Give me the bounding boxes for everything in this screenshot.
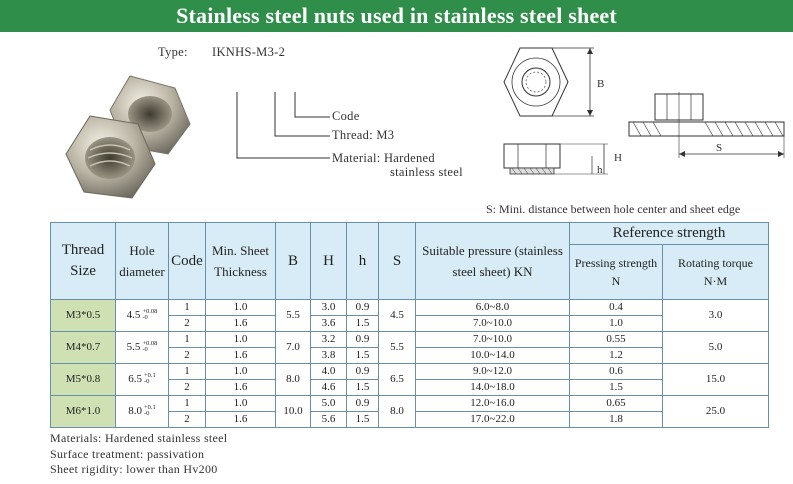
s-cell: 5.5 bbox=[379, 332, 416, 364]
h-upper-cell: 3.2 bbox=[311, 332, 347, 348]
pressing-strength-cell: 1.0 bbox=[570, 316, 663, 332]
hole-diameter-value: 4.5 bbox=[126, 309, 141, 321]
tolerance-minus: -0 bbox=[143, 410, 150, 418]
pressing-strength-cell: 0.6 bbox=[570, 364, 663, 380]
s-cell: 6.5 bbox=[379, 364, 416, 396]
hole-tolerance bbox=[142, 309, 157, 321]
thickness-cell: 1.0 bbox=[206, 332, 276, 348]
page-title: Stainless steel nuts used in stainless steel sheet bbox=[0, 0, 793, 32]
code-label: Code bbox=[332, 109, 360, 123]
code-cell: 2 bbox=[169, 412, 206, 428]
h-lower-cell: 1.5 bbox=[347, 316, 379, 332]
pressure-cell: 17.0~22.0 bbox=[416, 412, 570, 428]
table-row bbox=[51, 364, 769, 380]
thickness-cell: 1.0 bbox=[206, 364, 276, 380]
material-label: Material: Hardened bbox=[332, 151, 435, 165]
thickness-cell: 1.0 bbox=[206, 300, 276, 316]
rotating-torque-cell: 3.0 bbox=[663, 300, 769, 332]
thickness-cell: 1.0 bbox=[206, 396, 276, 412]
nut-top-view-drawing bbox=[496, 42, 606, 132]
code-cell: 2 bbox=[169, 348, 206, 364]
table-row bbox=[51, 332, 769, 348]
code-cell: 1 bbox=[169, 300, 206, 316]
dimension-s-label: S bbox=[716, 142, 723, 154]
pressing-strength-cell: 1.2 bbox=[570, 348, 663, 364]
nut-side-view-drawing bbox=[496, 138, 621, 188]
code-cell: 1 bbox=[169, 364, 206, 380]
dimension-h-label: H bbox=[614, 152, 623, 164]
rotating-torque-cell: 15.0 bbox=[663, 364, 769, 396]
h-lower-cell: 0.9 bbox=[347, 300, 379, 316]
s-cell: 4.5 bbox=[379, 300, 416, 332]
rotating-torque-unit: N·M bbox=[703, 274, 728, 288]
pressing-strength-cell: 1.8 bbox=[570, 412, 663, 428]
header-rotating-torque bbox=[663, 245, 769, 300]
spec-table bbox=[50, 222, 769, 428]
tolerance-plus: +0.1 bbox=[143, 404, 156, 412]
material-label-2: stainless steel bbox=[390, 165, 463, 179]
nut-installed-drawing bbox=[625, 92, 790, 162]
h-lower-cell: 0.9 bbox=[347, 396, 379, 412]
code-cell: 1 bbox=[169, 332, 206, 348]
pressure-cell: 7.0~10.0 bbox=[416, 316, 570, 332]
hole-diameter-cell bbox=[116, 364, 169, 396]
nut-product-photo bbox=[50, 66, 210, 216]
thread-size-cell: M6*1.0 bbox=[51, 396, 116, 428]
dimension-note: S: Mini. distance between hole center and sheet edge bbox=[486, 202, 741, 216]
pressing-strength-cell: 0.4 bbox=[570, 300, 663, 316]
h-upper-cell: 4.6 bbox=[311, 380, 347, 396]
code-cell: 1 bbox=[169, 396, 206, 412]
hole-tolerance bbox=[144, 373, 156, 385]
hole-diameter-cell bbox=[116, 332, 169, 364]
header-b: B bbox=[276, 223, 311, 300]
thickness-cell: 1.6 bbox=[206, 380, 276, 396]
thickness-cell: 1.6 bbox=[206, 348, 276, 364]
type-label: Type: bbox=[158, 45, 188, 59]
tolerance-minus: -0 bbox=[143, 378, 150, 386]
code-cell: 2 bbox=[169, 380, 206, 396]
pressing-strength-label: Pressing strength bbox=[574, 256, 658, 270]
b-cell: 8.0 bbox=[276, 364, 311, 396]
h-lower-cell: 1.5 bbox=[347, 348, 379, 364]
thread-size-cell: M3*0.5 bbox=[51, 300, 116, 332]
pressing-strength-cell: 0.65 bbox=[570, 396, 663, 412]
h-lower-cell: 1.5 bbox=[347, 380, 379, 396]
thread-label: Thread: M3 bbox=[332, 128, 395, 142]
header-s: S bbox=[379, 223, 416, 300]
rotating-torque-label: Rotating torque bbox=[678, 256, 753, 270]
h-upper-cell: 3.8 bbox=[311, 348, 347, 364]
h-lower-cell: 0.9 bbox=[347, 332, 379, 348]
rotating-torque-cell: 5.0 bbox=[663, 332, 769, 364]
h-upper-cell: 5.0 bbox=[311, 396, 347, 412]
hole-tolerance bbox=[144, 405, 156, 417]
tolerance-plus: +0.08 bbox=[142, 308, 158, 316]
thickness-cell: 1.6 bbox=[206, 412, 276, 428]
h-upper-cell: 3.0 bbox=[311, 300, 347, 316]
hole-tolerance bbox=[142, 341, 157, 353]
pressure-cell: 14.0~18.0 bbox=[416, 380, 570, 396]
h-upper-cell: 3.6 bbox=[311, 316, 347, 332]
thread-size-cell: M4*0.7 bbox=[51, 332, 116, 364]
rotating-torque-cell: 25.0 bbox=[663, 396, 769, 428]
hole-diameter-cell bbox=[116, 396, 169, 428]
thickness-cell: 1.6 bbox=[206, 316, 276, 332]
tolerance-minus: -0 bbox=[142, 314, 148, 322]
header-h-upper: H bbox=[311, 223, 347, 300]
tolerance-plus: +0.1 bbox=[143, 372, 156, 380]
b-cell: 7.0 bbox=[276, 332, 311, 364]
table-row bbox=[51, 300, 769, 316]
header-code: Code bbox=[169, 223, 206, 300]
pressing-strength-cell: 1.5 bbox=[570, 380, 663, 396]
hole-diameter-value: 6.5 bbox=[128, 373, 142, 385]
hole-diameter-value: 5.5 bbox=[126, 341, 141, 353]
header-thread-size: Thread Size bbox=[51, 223, 116, 300]
s-cell: 8.0 bbox=[379, 396, 416, 428]
thread-size-cell: M5*0.8 bbox=[51, 364, 116, 396]
header-hole-diameter: Hole diameter bbox=[116, 223, 169, 300]
header-min-sheet-thickness: Min. Sheet Thickness bbox=[206, 223, 276, 300]
code-cell: 2 bbox=[169, 316, 206, 332]
pressure-cell: 9.0~12.0 bbox=[416, 364, 570, 380]
b-cell: 5.5 bbox=[276, 300, 311, 332]
tolerance-minus: -0 bbox=[142, 346, 148, 354]
h-upper-cell: 4.0 bbox=[311, 364, 347, 380]
pressure-cell: 7.0~10.0 bbox=[416, 332, 570, 348]
note-materials: Materials: Hardened stainless steel bbox=[50, 431, 228, 445]
hole-diameter-cell bbox=[116, 300, 169, 332]
h-upper-cell: 5.6 bbox=[311, 412, 347, 428]
hole-diameter-value: 8.0 bbox=[128, 405, 142, 417]
type-value: IKNHS-M3-2 bbox=[212, 45, 286, 59]
note-surface-treatment: Surface treatment: passivation bbox=[50, 446, 205, 461]
pressure-cell: 12.0~16.0 bbox=[416, 396, 570, 412]
table-row bbox=[51, 396, 769, 412]
dimension-b-label: B bbox=[597, 78, 605, 90]
pressing-strength-cell: 0.55 bbox=[570, 332, 663, 348]
notes-block bbox=[50, 431, 227, 478]
pressure-cell: 6.0~8.0 bbox=[416, 300, 570, 316]
b-cell: 10.0 bbox=[276, 396, 311, 428]
tolerance-plus: +0.08 bbox=[142, 340, 158, 348]
designation-leader-lines bbox=[225, 92, 335, 174]
pressure-cell: 10.0~14.0 bbox=[416, 348, 570, 364]
h-lower-cell: 0.9 bbox=[347, 364, 379, 380]
pressing-strength-unit: N bbox=[611, 274, 621, 288]
header-suitable-pressure: Suitable pressure (stainless steel sheet) KN bbox=[416, 223, 570, 300]
note-sheet-rigidity: Sheet rigidity: lower than Hv200 bbox=[50, 462, 218, 476]
dimension-small-h-label: h bbox=[597, 164, 603, 176]
h-lower-cell: 1.5 bbox=[347, 412, 379, 428]
header-reference-strength: Reference strength bbox=[570, 223, 769, 245]
header-h-lower: h bbox=[347, 223, 379, 300]
header-pressing-strength bbox=[570, 245, 663, 300]
